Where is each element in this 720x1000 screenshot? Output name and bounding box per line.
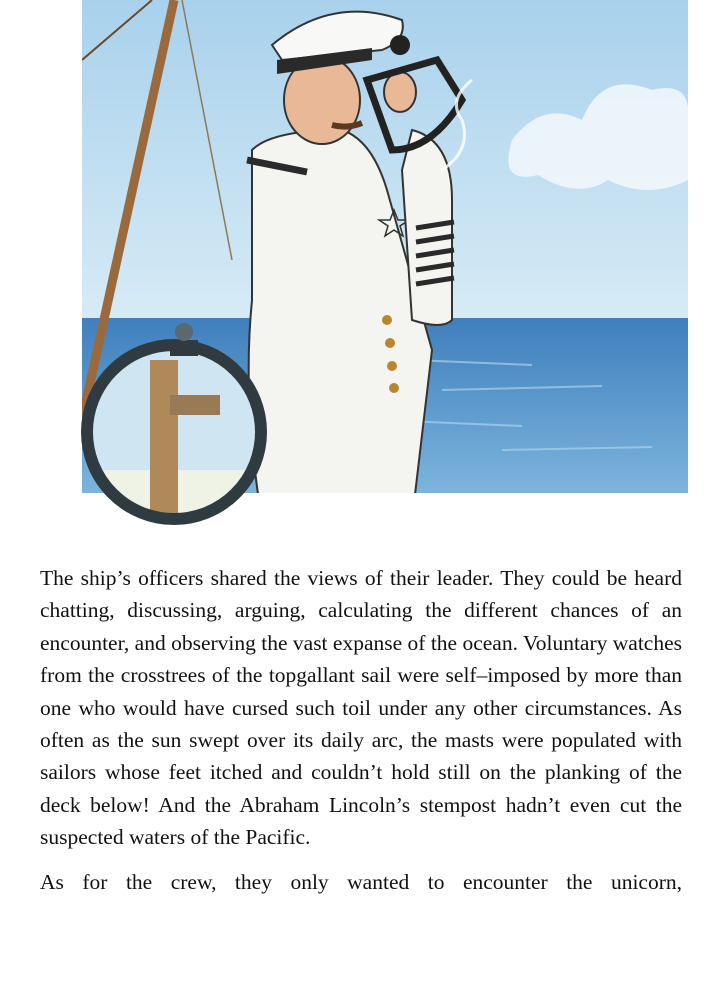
story-text: [40, 562, 682, 898]
coat-button: [385, 338, 395, 348]
sextant-eyepiece: [390, 35, 410, 55]
captain-illustration: [82, 0, 688, 493]
paragraph: As for the crew, they only wanted to encounter the unicorn,: [40, 869, 682, 894]
captain-hand: [384, 72, 416, 112]
coat-button: [389, 383, 399, 393]
illustration-svg: [82, 0, 688, 493]
coat-button: [382, 315, 392, 325]
paragraph: The ship’s officers shared the views of their leader. They could be heard chatting, discussing, arguing, calculating the different chances of an encounter, and observing the vast expanse of the ocean. Voluntary watches from the crosstrees of the topgallant sail were self–imposed by more than one who would have cursed such toil under any other circumstances. As often as the sun swept over its daily arc, the masts were populated with sailors whose feet itched and couldn’t hold still on the planking of the deck below! And the Abraham Lincoln’s stempost hadn’t even cut the suspected waters of the Pacific.: [40, 566, 682, 850]
coat-button: [387, 361, 397, 371]
mustache: [332, 123, 362, 127]
